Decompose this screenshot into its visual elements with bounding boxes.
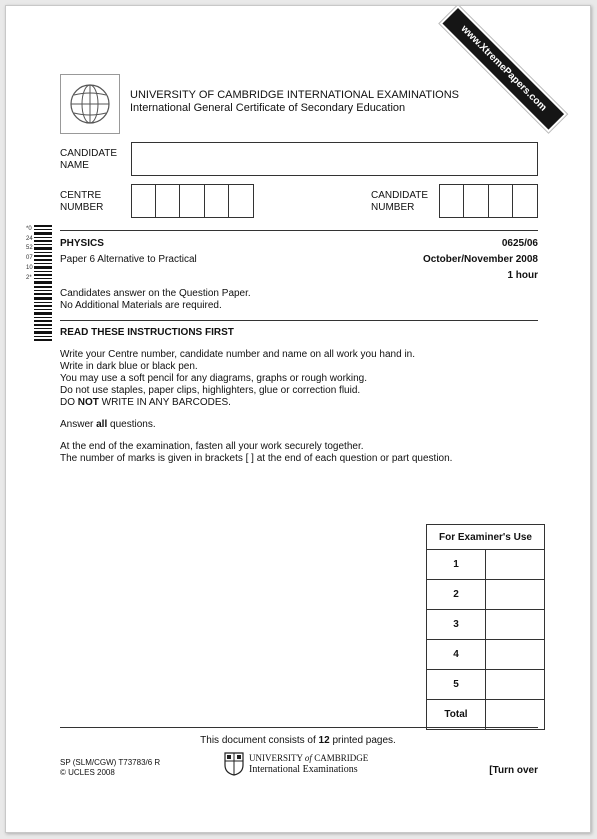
examiner-use-table [426, 524, 545, 730]
centre-number-cell[interactable] [155, 184, 180, 218]
table-row [427, 670, 545, 700]
mark-cell[interactable] [486, 610, 545, 640]
instructions-heading: READ THESE INSTRUCTIONS FIRST [60, 327, 234, 338]
candidate-number-label-2: NUMBER [371, 202, 415, 213]
table-row [427, 580, 545, 610]
instruction-line: DO NOT WRITE IN ANY BARCODES. [60, 397, 231, 408]
divider [60, 727, 538, 728]
centre-number-label-1: CENTRE [60, 190, 102, 201]
globe-logo-icon [60, 74, 120, 134]
mark-cell[interactable] [486, 550, 545, 580]
candidate-number-cell[interactable] [463, 184, 489, 218]
question-number: 4 [427, 640, 486, 670]
exam-cover-page [5, 5, 591, 833]
exam-session: October/November 2008 [422, 254, 538, 265]
candidate-name-label-2: NAME [60, 160, 89, 171]
table-row [427, 640, 545, 670]
total-label: Total [427, 700, 486, 730]
table-row [427, 610, 545, 640]
question-number: 3 [427, 610, 486, 640]
examiner-table-title: For Examiner's Use [427, 525, 545, 550]
paper-title: Paper 6 Alternative to Practical [60, 254, 197, 265]
paper-code: 0625/06 [501, 238, 538, 249]
materials-line-2: No Additional Materials are required. [60, 300, 222, 311]
table-row [427, 550, 545, 580]
instruction-line: You may use a soft pencil for any diagrams, graphs or rough working. [60, 373, 368, 384]
barcode [27, 225, 53, 343]
candidate-number-cell[interactable] [488, 184, 513, 218]
centre-number-label-2: NUMBER [60, 202, 104, 213]
copyright: © UCLES 2008 [60, 768, 115, 777]
total-cell[interactable] [486, 700, 545, 730]
divider [60, 320, 538, 321]
divider [60, 230, 538, 231]
table-row [427, 700, 545, 730]
instruction-line: Write your Centre number, candidate number and name on all work you hand in. [60, 349, 416, 360]
candidate-name-box[interactable] [131, 142, 538, 176]
cambridge-crest-icon [224, 752, 244, 776]
question-number: 1 [427, 550, 486, 580]
centre-number-cell[interactable] [204, 184, 229, 218]
instruction-line: Write in dark blue or black pen. [60, 361, 198, 372]
candidate-number-label-1: CANDIDATE [371, 190, 429, 201]
centre-number-cell[interactable] [131, 184, 156, 218]
exam-duration: 1 hour [507, 270, 538, 281]
subject: PHYSICS [60, 238, 104, 249]
instruction-line: Do not use staples, paper clips, highlighters, glue or correction fluid. [60, 385, 361, 396]
question-number: 5 [427, 670, 486, 700]
watermark-ribbon: www.XtremePapers.com [442, 8, 564, 130]
candidate-name-label-1: CANDIDATE [60, 148, 118, 159]
mark-cell[interactable] [486, 670, 545, 700]
page-count: This document consists of 12 printed pages. [200, 735, 396, 746]
candidate-number-cell[interactable] [439, 184, 464, 218]
mark-cell[interactable] [486, 580, 545, 610]
board-title: UNIVERSITY OF CAMBRIDGE INTERNATIONAL EXAMINATIONS [130, 89, 460, 101]
mark-cell[interactable] [486, 640, 545, 670]
centre-number-cell[interactable] [179, 184, 205, 218]
cambridge-wordmark-line-2: International Examinations [249, 764, 358, 775]
turn-over: [Turn over [489, 765, 538, 776]
answer-instruction: Answer all questions. [60, 419, 156, 430]
candidate-number-cell[interactable] [512, 184, 538, 218]
paper-reference: SP (SLM/CGW) T73783/6 R [60, 758, 161, 767]
qualification-title: International General Certificate of Secondary Education [130, 102, 406, 114]
materials-line-1: Candidates answer on the Question Paper. [60, 288, 251, 299]
barcode-digits: *0245207102* [26, 226, 33, 281]
instruction-line: The number of marks is given in brackets [ ] at the end of each question or part question. [60, 453, 453, 464]
cambridge-wordmark-line-1: UNIVERSITY of CAMBRIDGE [249, 753, 369, 763]
question-number: 2 [427, 580, 486, 610]
centre-number-cell[interactable] [228, 184, 254, 218]
instruction-line: At the end of the examination, fasten all your work securely together. [60, 441, 364, 452]
